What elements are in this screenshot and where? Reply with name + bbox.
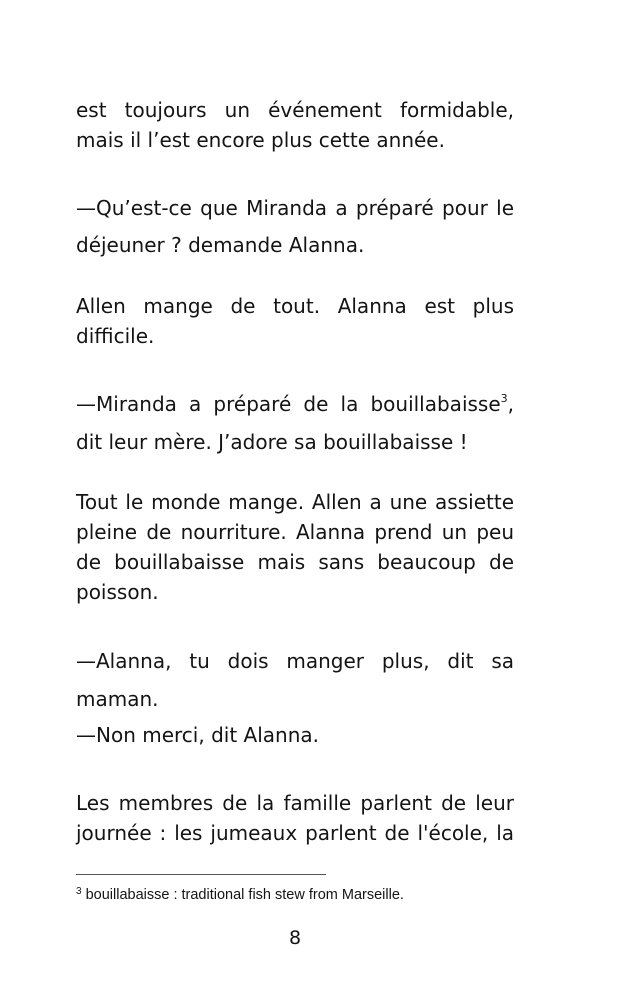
dialogue-line: déjeuner ? demande Alanna. xyxy=(76,233,365,257)
paragraph-line: Tout le monde mange. Allen a une assiette xyxy=(76,490,514,514)
paragraph-line: poisson. xyxy=(76,580,159,604)
paragraph-line: Allen mange de tout. Alanna est plus xyxy=(76,294,514,318)
footnote-marker: 3 xyxy=(76,886,82,897)
paragraph-line: mais il l’est encore plus cette année. xyxy=(76,128,445,152)
footnote-reference: 3 xyxy=(500,392,508,405)
paragraph-line: de bouillabaisse mais sans beaucoup de xyxy=(76,550,514,574)
dialogue-line: —Miranda a préparé de la bouillabaisse$^3$, xyxy=(76,392,514,416)
dialogue-line: —Non merci, dit Alanna. xyxy=(76,723,319,747)
paragraph-line: Les membres de la famille parlent de leur xyxy=(76,791,514,815)
footnote-text: bouillabaisse : traditional fish stew from Marseille. xyxy=(81,887,404,903)
paragraph-line: est toujours un événement formidable, xyxy=(76,98,514,122)
dialogue-line: maman. xyxy=(76,687,159,711)
footnote-divider xyxy=(76,874,326,875)
paragraph-line: pleine de nourriture. Alanna prend un peu xyxy=(76,520,514,544)
page-number: 8 xyxy=(288,927,302,949)
paragraph-line: difficile. xyxy=(76,324,155,348)
dialogue-line: —Alanna, tu dois manger plus, dit sa xyxy=(76,649,514,673)
paragraph-line: journée : les jumeaux parlent de l'école, la xyxy=(76,821,514,845)
dialogue-line: dit leur mère. J’adore sa bouillabaisse ! xyxy=(76,430,468,454)
footnote xyxy=(76,885,404,905)
dialogue-line: —Qu’est-ce que Miranda a préparé pour le xyxy=(76,196,514,220)
